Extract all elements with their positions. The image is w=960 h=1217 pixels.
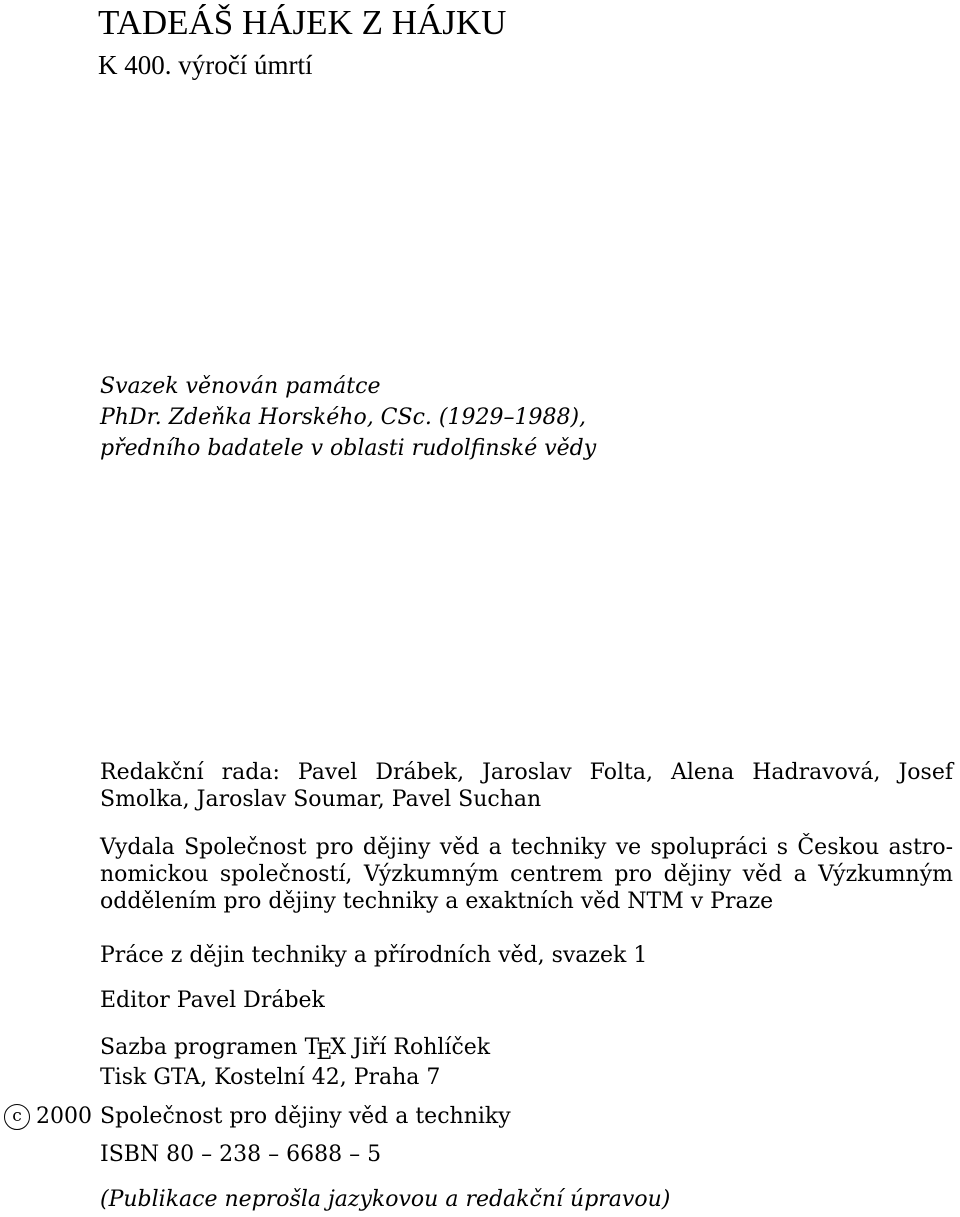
dedication-line-2: PhDr. Zdeňka Horského, CSc. (1929–1988), (100, 405, 587, 430)
tex-logo-t: T (304, 1035, 320, 1060)
tex-logo-e: E (316, 1040, 333, 1065)
tex-logo (304, 1035, 347, 1065)
isbn: ISBN 80 – 238 – 6688 – 5 (100, 1142, 382, 1167)
dedication-line-3: předního badatele v oblasti rudolfinské vědy (100, 436, 597, 461)
typesetting-line (100, 1034, 491, 1065)
copyright-holder: Společnost pro dějiny věd a techniky (100, 1104, 511, 1129)
editor-line: Editor Pavel Drábek (100, 988, 325, 1013)
tex-logo-x: X (330, 1035, 347, 1060)
publisher-statement: Vydala Společnost pro dějiny věd a techniky ve spolupráci s Českou astronomickou společností, Výzkumným centrem pro dějiny věd a Výzkumným oddělením pro dějiny techniky a exaktních věd NTM v Praze (100, 835, 953, 914)
page-subtitle: K 400. výročí úmrtí (98, 50, 313, 80)
typesetter-name: Jiří Rohlíček (353, 1035, 491, 1060)
copyright-year: 2000 (36, 1104, 92, 1129)
series-statement: Práce z dějin techniky a přírodních věd, svazek 1 (100, 943, 648, 968)
page-title: TADEÁŠ HÁJEK Z HÁJKU (98, 3, 507, 42)
typesetting-prefix: Sazba programen (100, 1035, 298, 1060)
printing-line: Tisk GTA, Kostelní 42, Praha 7 (100, 1065, 441, 1090)
dedication-line-1: Svazek věnován památce (100, 374, 381, 399)
editorial-note: (Publikace neprošla jazykovou a redakční úpravou) (100, 1187, 671, 1212)
copyright-icon: c (4, 1104, 30, 1130)
editorial-board: Redakční rada: Pavel Drábek, Jaroslav Folta, Alena Hadravová, Josef Smolka, Jaroslav Soumar, Pavel Suchan (100, 760, 953, 812)
